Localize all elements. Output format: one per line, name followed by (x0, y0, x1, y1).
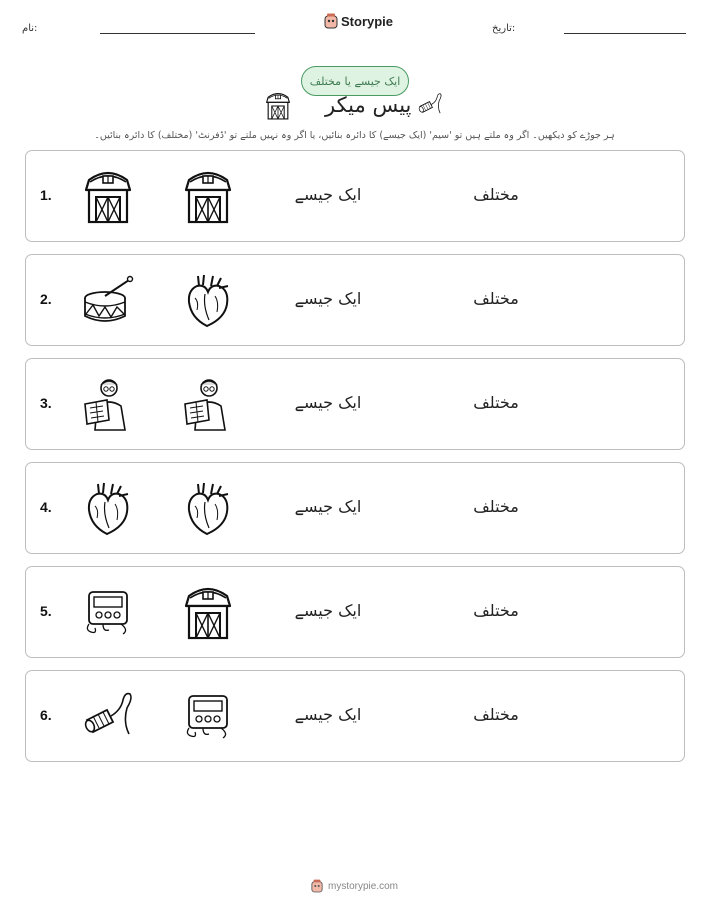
doctor-icon (81, 376, 135, 434)
barn-icon (81, 168, 135, 226)
question-row (25, 254, 685, 346)
name-input-line[interactable] (100, 33, 255, 34)
barn-icon (181, 168, 235, 226)
footer-url[interactable]: mystorypie.com (327, 880, 398, 892)
question-row (25, 150, 685, 242)
question-row (25, 670, 685, 762)
same-option[interactable]: ایک جیسے (294, 601, 362, 620)
question-row (25, 566, 685, 658)
drum-icon (81, 272, 135, 330)
question-row (25, 462, 685, 554)
footer (0, 879, 709, 893)
page-title: پیس میکر (325, 93, 412, 117)
question-number: 4. (40, 499, 52, 515)
question-number: 2. (40, 291, 52, 307)
question-number: 6. (40, 707, 52, 723)
same-option[interactable]: ایک جیسے (294, 705, 362, 724)
different-option[interactable]: مختلف (473, 497, 519, 516)
date-input-line[interactable] (564, 33, 686, 34)
different-option[interactable]: مختلف (473, 289, 519, 308)
heart-icon (81, 480, 135, 538)
topic-badge: ایک جیسے یا مختلف (301, 66, 409, 96)
same-option[interactable]: ایک جیسے (294, 185, 362, 204)
barn-icon (264, 91, 292, 121)
storypie-mascot-icon (324, 13, 338, 29)
pacemaker-monitor-icon (81, 584, 135, 642)
barn-icon (181, 584, 235, 642)
pacemaker-monitor-icon (181, 688, 235, 746)
same-option[interactable]: ایک جیسے (294, 497, 362, 516)
pacemaker-icon (81, 688, 135, 746)
same-option[interactable]: ایک جیسے (294, 289, 362, 308)
date-label: تاریخ: (492, 23, 516, 34)
doctor-icon (181, 376, 235, 434)
question-row (25, 358, 685, 450)
storypie-mascot-icon (311, 879, 323, 893)
heart-icon (181, 480, 235, 538)
question-number: 3. (40, 395, 52, 411)
brand-name: Storypie (341, 13, 394, 29)
pacemaker-icon (415, 91, 445, 119)
different-option[interactable]: مختلف (473, 601, 519, 620)
different-option[interactable]: مختلف (473, 185, 519, 204)
name-label: نام: (22, 23, 38, 34)
same-option[interactable]: ایک جیسے (294, 393, 362, 412)
question-number: 1. (40, 187, 52, 203)
brand-logo (324, 13, 393, 29)
worksheet-header (0, 0, 709, 50)
different-option[interactable]: مختلف (473, 393, 519, 412)
heart-icon (181, 272, 235, 330)
question-number: 5. (40, 603, 52, 619)
different-option[interactable]: مختلف (473, 705, 519, 724)
instructions-text: ہر جوڑے کو دیکھیں۔ اگر وہ ملتے ہیں تو 'سیم' (ایک جیسے) کا دائرہ بنائیں، یا اگر وہ نہیں ملتے تو 'ڈفرنٹ' (مختلف) کا دائرہ بنائیں۔ (94, 130, 615, 141)
